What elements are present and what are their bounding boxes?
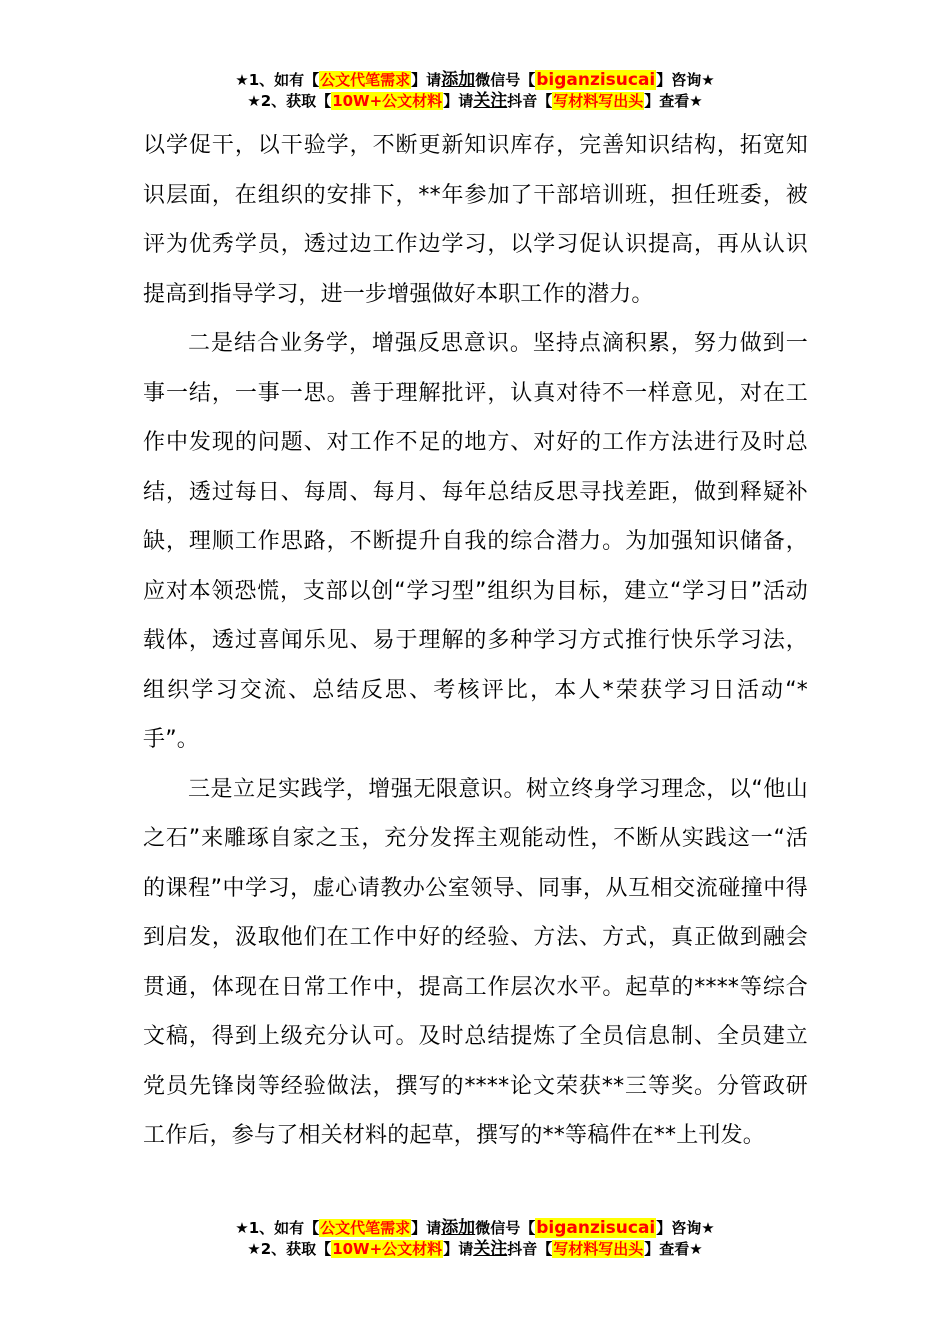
banner-emphasis: 添加 [441,70,476,90]
banner-douyin-id: 写材料写出头 [553,92,644,110]
banner-text: 】请 [411,71,442,89]
banner-line-2 [0,91,950,112]
footer-banner [0,1218,950,1260]
header-banner [0,70,950,112]
banner-text: ★2、获取【 [247,1240,332,1258]
banner-text: 抖音【 [507,92,553,110]
banner-text: ★1、如有【 [235,1219,320,1237]
banner-text: 】咨询★ [656,71,715,89]
banner-douyin-id: 写材料写出头 [553,1240,644,1258]
banner-highlight: 公文代笔需求 [320,71,411,89]
banner-line-1 [0,1218,950,1239]
banner-text: 抖音【 [507,1240,553,1258]
paragraph-3: 三是立足实践学，增强无限意识。树立终身学习理念，以“他山之石”来雕琢自家之玉，充分发挥主观能动性，不断从实践这一“活的课程”中学习，虚心请教办公室领导、同事，从互相交流碰撞中得到启发，汲取他们在工作中好的经验、方法、方式，真正做到融会贯通，体现在日常工作中，提高工作层次水平。起草的****等综合文稿，得到上级充分认可。及时总结提炼了全员信息制、全员建立党员先锋岗等经验做法，撰写的****论文荣获**三等奖。分管政研工作后，参与了相关材料的起草，撰写的**等稿件在**上刊发。 [143,776,808,1148]
banner-wechat-id: biganzisucai [536,1218,656,1238]
document-body [143,121,808,1161]
paragraph-2: 二是结合业务学，增强反思意识。坚持点滴积累，努力做到一事一结，一事一思。善于理解批评，认真对待不一样意见，对在工作中发现的问题、对工作不足的地方、对好的工作方法进行及时总结，透过每日、每周、每月、每年总结反思寻找差距，做到释疑补缺，理顺工作思路，不断提升自我的综合潜力。为加强知识储备，应对本领恐慌，支部以创“学习型”组织为目标，建立“学习日”活动载体，透过喜闻乐见、易于理解的多种学习方式推行快乐学习法，组织学习交流、总结反思、考核评比，本人*荣获学习日活动“*手”。 [143,331,808,752]
banner-text: 微信号【 [475,1219,536,1237]
banner-line-1 [0,70,950,91]
banner-text: ★2、获取【 [247,92,332,110]
banner-text: 微信号【 [475,71,536,89]
banner-text: 】查看★ [644,92,703,110]
banner-highlight: 公文代笔需求 [320,1219,411,1237]
paragraph-1: 以学促干，以干验学，不断更新知识库存，完善知识结构，拓宽知识层面，在组织的安排下，**年参加了干部培训班，担任班委，被评为优秀学员，透过边工作边学习，以学习促认识提高，再从认识提高到指导学习，进一步增强做好本职工作的潜力。 [143,133,808,307]
banner-text: 】请 [411,1219,442,1237]
banner-highlight: 10W+公文材料 [332,92,443,110]
banner-text: 】请 [443,92,474,110]
banner-emphasis: 关注 [473,1239,508,1259]
banner-text: ★1、如有【 [235,71,320,89]
banner-line-2 [0,1239,950,1260]
banner-text: 】查看★ [644,1240,703,1258]
banner-text: 】请 [443,1240,474,1258]
banner-wechat-id: biganzisucai [536,70,656,90]
banner-emphasis: 关注 [473,91,508,111]
banner-highlight: 10W+公文材料 [332,1240,443,1258]
banner-text: 】咨询★ [656,1219,715,1237]
banner-emphasis: 添加 [441,1218,476,1238]
